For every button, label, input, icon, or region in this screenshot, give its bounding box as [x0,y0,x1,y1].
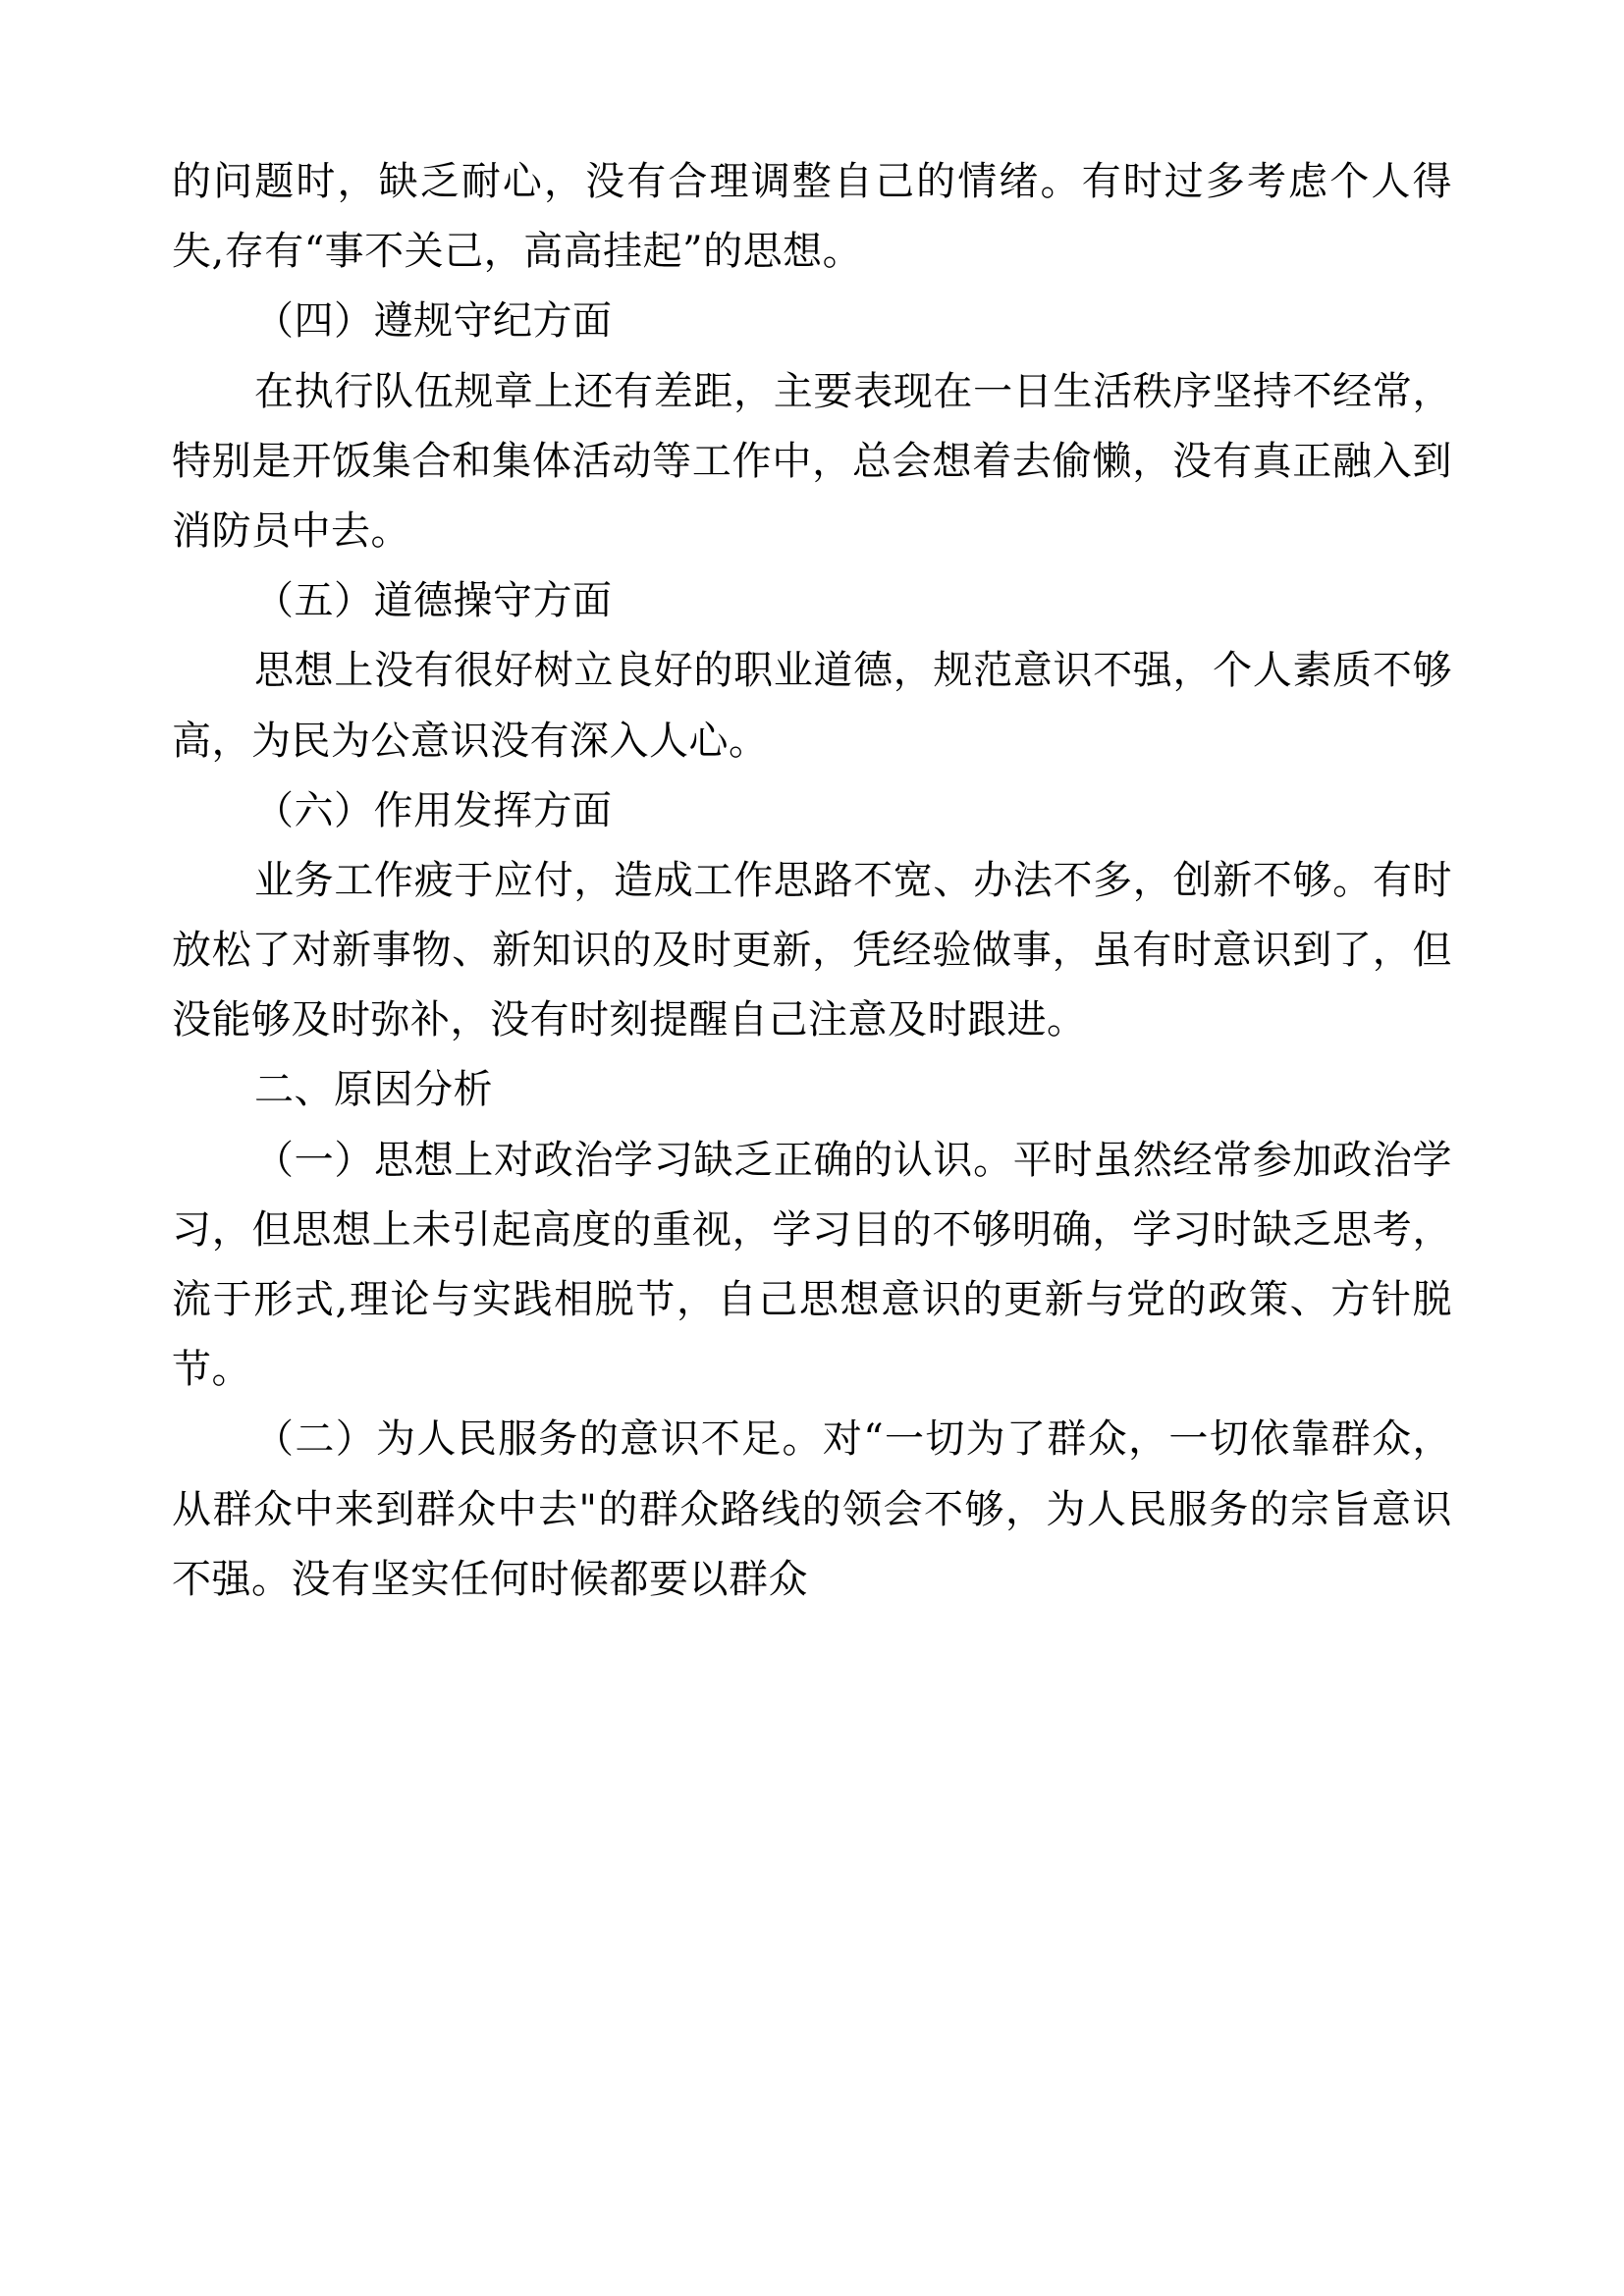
paragraph-continuation: 的问题时，缺乏耐心，没有合理调整自己的情绪。有时过多考虑个人得失,存有“事不关己，高高挂起”的思想。 [172,159,1452,275]
section-six-body: 业务工作疲于应付，造成工作思路不宽、办法不多，创新不够。有时放松了对新事物、新知识的及时更新，凭经验做事，虽有时意识到了，但没能够及时弥补，没有时刻提醒自己注意及时跟进。 [172,857,1452,1043]
section-heading-four: （四）遵规守纪方面 [254,298,613,345]
section-five-body: 思想上没有很好树立良好的职业道德，规范意识不强，个人素质不够高，为民为公意识没有深入人心。 [172,648,1452,764]
section-heading-five: （五）道德操守方面 [254,578,613,624]
section-heading-six: （六）作用发挥方面 [254,787,613,833]
document-body [172,147,1452,1615]
section-four-body: 在执行队伍规章上还有差距，主要表现在一日生活秩序坚持不经常，特别是开饭集合和集体活动等工作中，总会想着去偷懒，没有真正融入到消防员中去。 [172,368,1452,554]
part-two-heading: 二、原因分析 [254,1067,493,1113]
reason-one-body: （一）思想上对政治学习缺乏正确的认识。平时虽然经常参加政治学习，但思想上未引起高度的重视，学习目的不够明确，学习时缺乏思考，流于形式,理论与实践相脱节，自己思想意识的更新与党的政策、方针脱节。 [172,1137,1452,1393]
reason-two-body: （二）为人民服务的意识不足。对“一切为了群众，一切依靠群众，从群众中来到群众中去"的群众路线的领会不够，为人民服务的宗旨意识不强。没有坚实任何时候都要以群众 [172,1416,1452,1602]
